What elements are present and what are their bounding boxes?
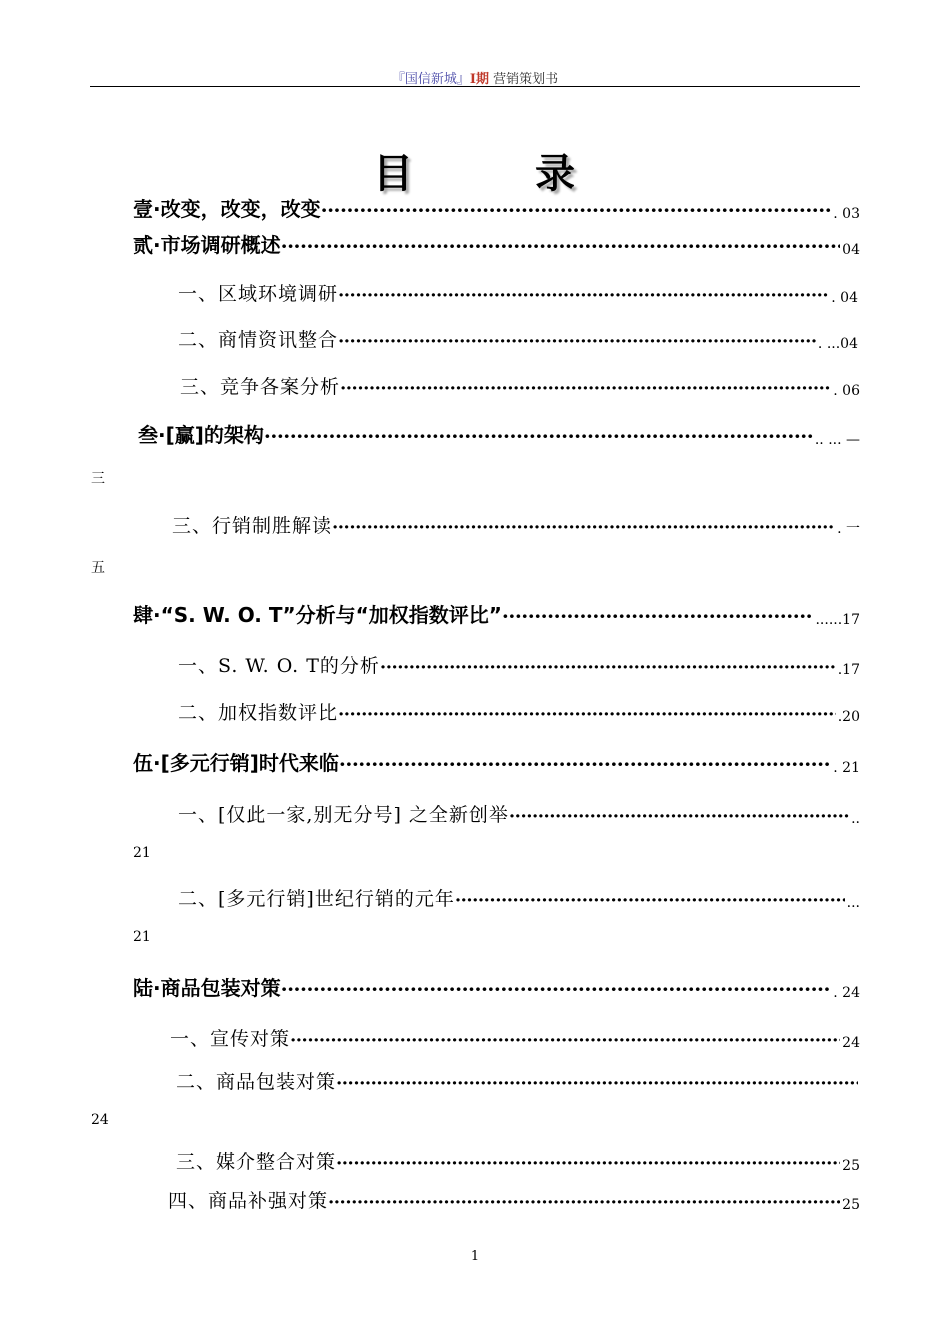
toc-entry-page: . 03 [833,206,860,222]
title-char-2: 录 [535,151,577,197]
toc-entry[interactable] [176,1144,860,1174]
toc-leader [328,1192,840,1213]
toc-entry[interactable] [178,648,860,678]
toc-wrap-text: 五 [91,560,105,576]
toc-entry-label: 二、商品包装对策 [176,1071,337,1093]
toc-wrap-text: 21 [133,929,151,945]
toc-entry-page: ......17 [815,612,860,628]
toc-entry[interactable] [178,881,860,911]
toc-entry-label: 肆·“S. W. O. T”分析与“加权指数评比” [133,603,502,627]
toc-leader [340,378,831,399]
toc-leader [281,234,841,258]
toc-entry-page: .20 [837,709,860,725]
toc-entry-label: 三、竞争各案分析 [180,376,341,398]
toc-leader [502,604,814,628]
toc-leader [380,657,836,678]
toc-leader [290,1030,840,1051]
toc-entry-label: 二、商情资讯整合 [178,329,339,351]
toc-leader [509,806,849,827]
toc-leader [264,424,813,448]
toc-entry[interactable] [178,797,860,827]
toc-entry-label: 贰·市场调研概述 [133,233,281,257]
toc-entry[interactable] [133,228,860,258]
toc-entry-page: . 06 [833,383,860,399]
toc-leader [338,285,829,306]
toc-entry-label: 一、区域环境调研 [178,283,339,305]
toc-entry-label: 三、行销制胜解读 [172,515,333,537]
toc-leader [321,198,832,222]
toc-entry[interactable] [172,508,860,538]
toc-entry[interactable] [133,746,860,776]
toc-entry[interactable] [138,418,860,448]
title-char-1: 目 [373,151,415,197]
toc-entry-label: 陆·商品包装对策 [133,976,281,1000]
toc-entry[interactable] [133,971,860,1001]
toc-leader [338,704,836,725]
toc-entry[interactable] [178,695,860,725]
toc-leader [455,890,845,911]
toc-entry-page: .. [851,811,860,827]
header-project-name: 『国信新城』 [391,72,470,87]
toc-entry-label: 叁·[赢]的架构 [138,423,264,447]
toc-entry[interactable] [176,1064,860,1094]
header-rule [90,86,860,87]
toc-entry-page: 04 [842,242,860,258]
toc-leader [332,517,835,538]
page-title [0,142,950,199]
toc-entry-page: ... [846,895,860,911]
toc-entry-label: 二、加权指数评比 [178,702,339,724]
toc-entry-label: 一、宣传对策 [170,1028,291,1050]
toc-entry-label: 一、[仅此一家,别无分号] 之全新创举 [178,804,509,826]
toc-wrap-text: 三 [91,471,105,487]
toc-leader [336,1073,858,1094]
toc-entry-label: 二、[多元行销]世纪行销的元年 [178,888,455,910]
toc-entry[interactable] [133,192,860,222]
header-doc-name: 营销策划书 [493,72,559,87]
toc-entry-label: 四、商品补强对策 [168,1190,329,1212]
toc-entry-label: 一、S. W. O. T的分析 [178,655,380,677]
toc-entry[interactable] [168,1183,860,1213]
toc-entry[interactable] [133,598,860,628]
toc-wrap-text: 24 [91,1112,109,1128]
toc-entry[interactable] [178,276,858,306]
toc-entry-page: 25 [842,1158,860,1174]
toc-wrap-text: 21 [133,845,151,861]
toc-entry-page: . ...04 [817,336,858,352]
page-number: 1 [470,1249,480,1264]
toc-entry-page: .17 [837,662,860,678]
toc-entry[interactable] [178,322,858,352]
toc-entry-page: .. ... — [814,432,860,448]
toc-entry[interactable] [170,1021,860,1051]
toc-entry-label: 三、媒介整合对策 [176,1151,337,1173]
toc-entry-label: 壹·改变，改变，改变 [133,197,321,221]
toc-entry-page: . 24 [833,985,860,1001]
toc-leader [339,752,831,776]
toc-entry-page: 25 [842,1197,860,1213]
toc-entry-page: . 04 [831,290,858,306]
toc-leader [338,331,816,352]
toc-entry-label: 伍·[多元行销]时代来临 [133,751,339,775]
toc-entry-page: 24 [842,1035,860,1051]
toc-entry-page: . 一 [837,521,860,537]
toc-leader [281,977,832,1001]
header-phase: I期 [469,72,489,87]
toc-leader [336,1153,840,1174]
toc-entry[interactable] [180,369,860,399]
page-header [0,68,950,87]
toc-entry-page: . 21 [833,760,860,776]
